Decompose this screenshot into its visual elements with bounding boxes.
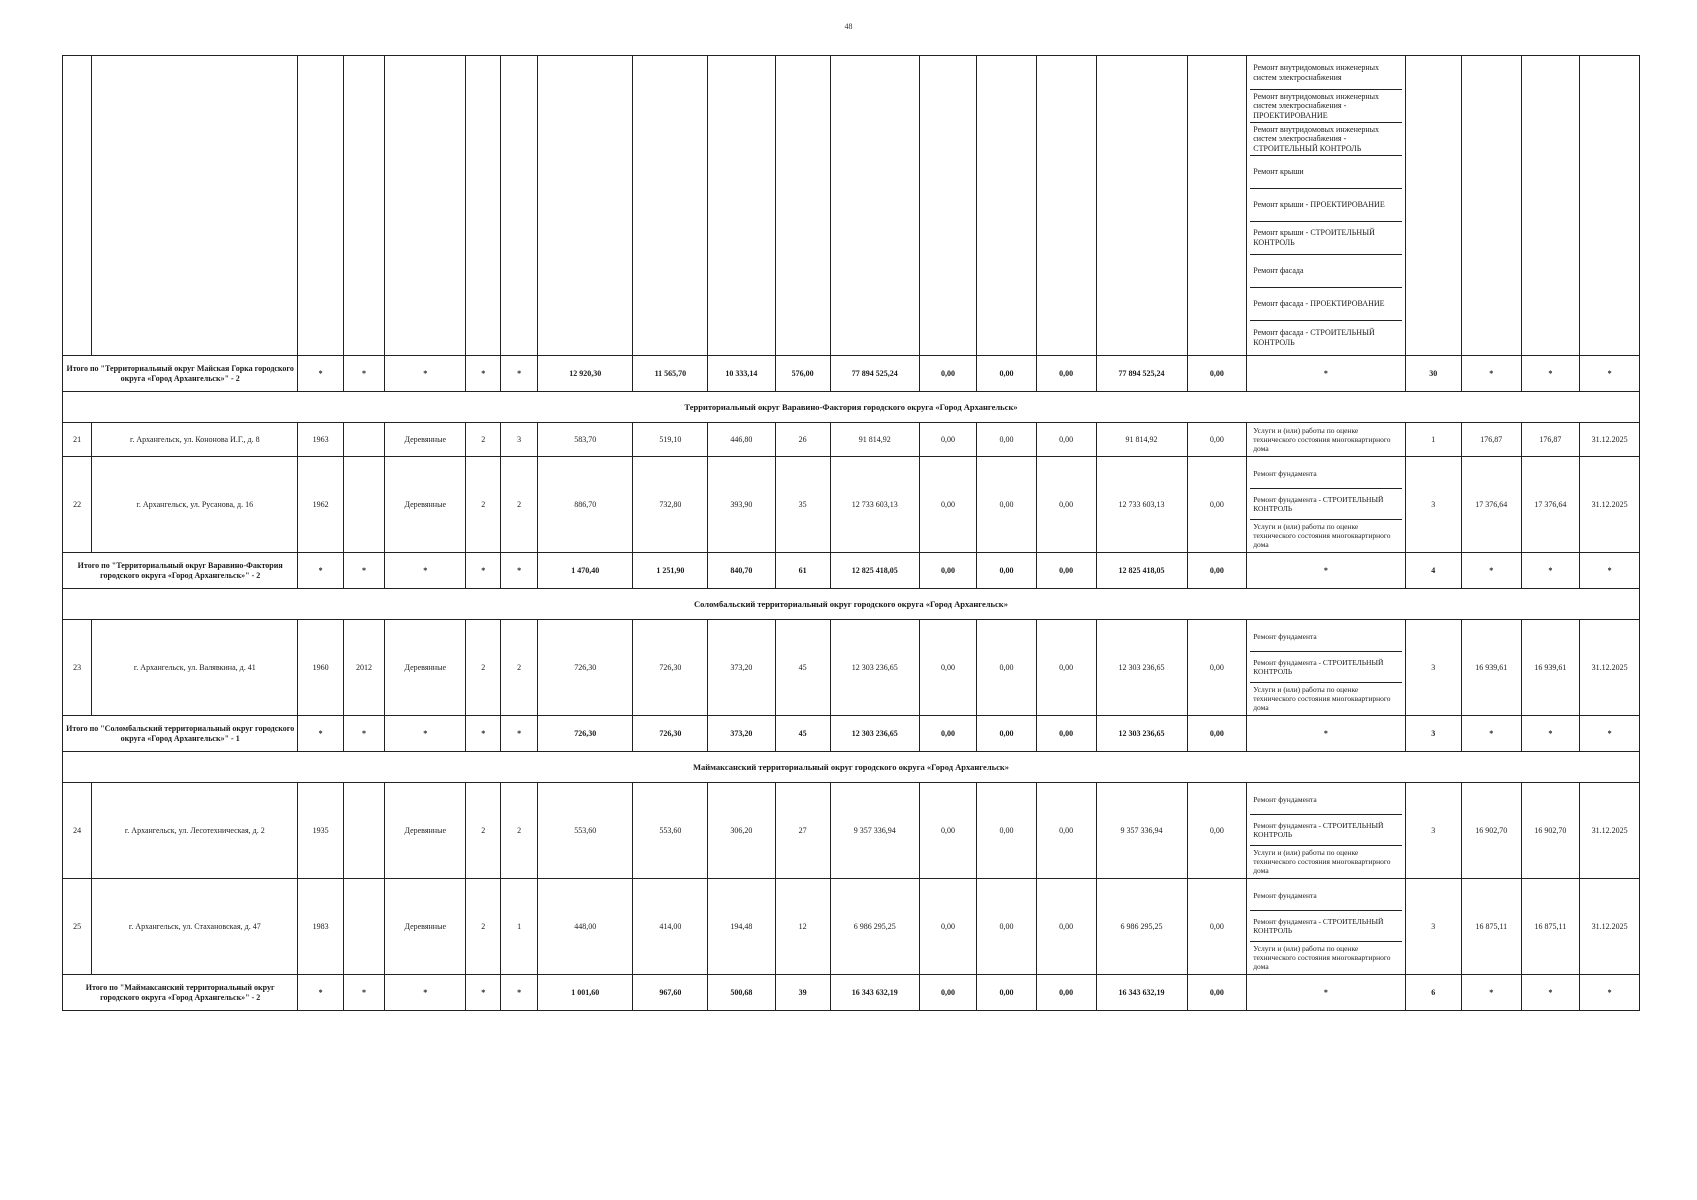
- unit-cost-limit: 16 902,70: [1521, 783, 1580, 879]
- wall-material: Деревянные: [385, 423, 466, 457]
- unit-cost: 16 902,70: [1461, 783, 1521, 879]
- value-f1: 0,00: [919, 457, 976, 553]
- total-residents: 45: [775, 716, 830, 752]
- district-title: Территориальный округ Варавино-Фактория городского округа «Город Архангельск»: [63, 392, 1640, 423]
- value-residents: 26: [775, 423, 830, 457]
- wall-material: Деревянные: [385, 783, 466, 879]
- work-type-item: Услуги и (или) работы по оценке технического состояния многоквартирного дома: [1253, 848, 1391, 875]
- floors: 2: [466, 620, 501, 716]
- work-type-item: Услуги и (или) работы по оценке технического состояния многоквартирного дома: [1253, 685, 1391, 712]
- value-area-living: 414,00: [633, 879, 708, 975]
- empty-cell: [343, 56, 384, 356]
- work-type-item: Ремонт фасада - СТРОИТЕЛЬНЫЙ КОНТРОЛЬ: [1253, 327, 1375, 347]
- value-cost: 12 733 603,13: [830, 457, 919, 553]
- work-type-item: Ремонт крыши - СТРОИТЕЛЬНЫЙ КОНТРОЛЬ: [1250, 222, 1401, 255]
- value-area-res: 373,20: [708, 620, 775, 716]
- year-overhaul: 2012: [343, 620, 384, 716]
- work-type-item: Ремонт фундамента - СТРОИТЕЛЬНЫЙ КОНТРОЛЬ: [1250, 489, 1401, 520]
- building-row: [63, 620, 1640, 716]
- entrances: 3: [501, 423, 538, 457]
- wall-material: Деревянные: [385, 457, 466, 553]
- completion-date: 31.12.2025: [1580, 457, 1640, 553]
- work-types-cell: [1247, 783, 1405, 879]
- total-works: *: [1247, 716, 1405, 752]
- value-residents: 45: [775, 620, 830, 716]
- value-f3: 0,00: [1036, 879, 1096, 975]
- value-f1: 0,00: [919, 423, 976, 457]
- wall-material: Деревянные: [385, 879, 466, 975]
- value-f4: 91 814,92: [1096, 423, 1187, 457]
- empty-cell: [633, 56, 708, 356]
- value-f5: 0,00: [1187, 620, 1247, 716]
- year-overhaul: [343, 879, 384, 975]
- total-f1: 0,00: [919, 975, 976, 1011]
- works-count: 3: [1405, 457, 1461, 553]
- work-types-cell: [1247, 879, 1405, 975]
- year-built: 1983: [298, 879, 344, 975]
- work-type-item: Услуги и (или) работы по оценке технического состояния многоквартирного дома: [1253, 522, 1391, 549]
- total-area-living: 726,30: [633, 716, 708, 752]
- empty-cell: [63, 56, 92, 356]
- unit-cost-limit: 16 939,61: [1521, 620, 1580, 716]
- building-row: [63, 783, 1640, 879]
- total-unit-cost: *: [1461, 553, 1521, 589]
- total-placeholder: *: [343, 716, 384, 752]
- year-built: 1960: [298, 620, 344, 716]
- total-cost: 12 825 418,05: [830, 553, 919, 589]
- building-address: г. Архангельск, ул. Лесотехническая, д. 2: [92, 783, 298, 879]
- total-unit-cost-limit: *: [1521, 553, 1580, 589]
- total-f1: 0,00: [919, 356, 976, 392]
- total-placeholder: *: [343, 975, 384, 1011]
- row-number: 23: [63, 620, 92, 716]
- total-unit-cost-limit: *: [1521, 716, 1580, 752]
- value-f2: 0,00: [977, 423, 1037, 457]
- total-area-res: 10 333,14: [708, 356, 775, 392]
- district-header-row: [63, 752, 1640, 783]
- district-total-row: [63, 553, 1640, 589]
- value-cost: 6 986 295,25: [830, 879, 919, 975]
- works-count: 1: [1405, 423, 1461, 457]
- row-number: 25: [63, 879, 92, 975]
- total-f3: 0,00: [1036, 356, 1096, 392]
- empty-cell: [298, 56, 344, 356]
- continuation-row: [63, 56, 1640, 356]
- district-header-row: [63, 392, 1640, 423]
- value-area-total: 553,60: [538, 783, 633, 879]
- year-overhaul: [343, 423, 384, 457]
- total-f2: 0,00: [977, 356, 1037, 392]
- total-label: Итого по "Соломбальский территориальный округ городского округа «Город Архангельск»" - 1: [63, 716, 298, 752]
- building-row: [63, 423, 1640, 457]
- total-f4: 12 303 236,65: [1096, 716, 1187, 752]
- empty-cell: [1461, 56, 1521, 356]
- total-count: 3: [1405, 716, 1461, 752]
- value-f3: 0,00: [1036, 620, 1096, 716]
- total-f5: 0,00: [1187, 356, 1247, 392]
- work-types-cell: [1247, 620, 1405, 716]
- total-f5: 0,00: [1187, 553, 1247, 589]
- total-placeholder: *: [501, 356, 538, 392]
- completion-date: 31.12.2025: [1580, 620, 1640, 716]
- total-placeholder: *: [298, 975, 344, 1011]
- building-address: г. Архангельск, ул. Стахановская, д. 47: [92, 879, 298, 975]
- empty-cell: [1096, 56, 1187, 356]
- value-area-total: 726,30: [538, 620, 633, 716]
- work-type-item: Ремонт фасада - ПРОЕКТИРОВАНИЕ: [1250, 288, 1401, 321]
- total-label: Итого по "Территориальный округ Варавино-Фактория городского округа «Город Архангельск»" - 2: [63, 553, 298, 589]
- work-type-item: Услуги и (или) работы по оценке технического состояния многоквартирного дома: [1253, 426, 1391, 453]
- empty-cell: [385, 56, 466, 356]
- floors: 2: [466, 423, 501, 457]
- total-unit-cost-limit: *: [1521, 356, 1580, 392]
- value-f5: 0,00: [1187, 879, 1247, 975]
- entrances: 2: [501, 783, 538, 879]
- total-unit-cost-limit: *: [1521, 975, 1580, 1011]
- total-count: 4: [1405, 553, 1461, 589]
- total-placeholder: *: [298, 553, 344, 589]
- total-area-living: 967,60: [633, 975, 708, 1011]
- work-type-item: Ремонт фундамента - СТРОИТЕЛЬНЫЙ КОНТРОЛЬ: [1250, 815, 1401, 846]
- row-number: 24: [63, 783, 92, 879]
- total-works: *: [1247, 553, 1405, 589]
- unit-cost-limit: 16 875,11: [1521, 879, 1580, 975]
- building-row: [63, 879, 1640, 975]
- total-area-living: 11 565,70: [633, 356, 708, 392]
- total-area-living: 1 251,90: [633, 553, 708, 589]
- year-built: 1963: [298, 423, 344, 457]
- entrances: 1: [501, 879, 538, 975]
- value-area-living: 726,30: [633, 620, 708, 716]
- work-types-cell: [1247, 56, 1405, 356]
- total-placeholder: *: [298, 716, 344, 752]
- district-title: Маймаксанский территориальный округ городского округа «Город Архангельск»: [63, 752, 1640, 783]
- total-area-res: 373,20: [708, 716, 775, 752]
- work-type-item: Ремонт внутридомовых инженерных систем электроснабжения - СТРОИТЕЛЬНЫЙ КОНТРОЛЬ: [1250, 123, 1401, 156]
- completion-date: 31.12.2025: [1580, 423, 1640, 457]
- works-count: 3: [1405, 879, 1461, 975]
- empty-cell: [1521, 56, 1580, 356]
- work-type-item: Ремонт фундамента: [1250, 784, 1401, 815]
- building-row: [63, 457, 1640, 553]
- value-area-living: 732,80: [633, 457, 708, 553]
- value-area-res: 446,80: [708, 423, 775, 457]
- value-area-living: 519,10: [633, 423, 708, 457]
- value-residents: 27: [775, 783, 830, 879]
- building-address: г. Архангельск, ул. Кононова И.Г., д. 8: [92, 423, 298, 457]
- total-cost: 77 894 525,24: [830, 356, 919, 392]
- total-placeholder: *: [466, 716, 501, 752]
- empty-cell: [919, 56, 976, 356]
- total-area-total: 12 920,30: [538, 356, 633, 392]
- total-area-res: 500,68: [708, 975, 775, 1011]
- year-overhaul: [343, 783, 384, 879]
- total-cost: 12 303 236,65: [830, 716, 919, 752]
- value-f3: 0,00: [1036, 783, 1096, 879]
- completion-date: 31.12.2025: [1580, 783, 1640, 879]
- empty-cell: [501, 56, 538, 356]
- total-f2: 0,00: [977, 975, 1037, 1011]
- work-type-item: Ремонт внутридомовых инженерных систем электроснабжения: [1250, 57, 1401, 90]
- value-f4: 6 986 295,25: [1096, 879, 1187, 975]
- unit-cost-limit: 17 376,64: [1521, 457, 1580, 553]
- value-f2: 0,00: [977, 457, 1037, 553]
- total-label: Итого по "Территориальный округ Майская Горка городского округа «Город Архангельск»" - 2: [63, 356, 298, 392]
- housing-repair-table: [62, 55, 1640, 1011]
- work-types-cell: [1247, 423, 1405, 457]
- total-label: Итого по "Маймаксанский территориальный округ городского округа «Город Архангельск»" - 2: [63, 975, 298, 1011]
- total-f4: 16 343 632,19: [1096, 975, 1187, 1011]
- empty-cell: [830, 56, 919, 356]
- total-f2: 0,00: [977, 553, 1037, 589]
- entrances: 2: [501, 457, 538, 553]
- value-area-res: 194,48: [708, 879, 775, 975]
- total-count: 6: [1405, 975, 1461, 1011]
- total-placeholder: *: [385, 975, 466, 1011]
- value-area-total: 886,70: [538, 457, 633, 553]
- value-f4: 9 357 336,94: [1096, 783, 1187, 879]
- unit-cost: 176,87: [1461, 423, 1521, 457]
- total-placeholder: *: [466, 553, 501, 589]
- row-number: 21: [63, 423, 92, 457]
- value-f5: 0,00: [1187, 783, 1247, 879]
- total-cost: 16 343 632,19: [830, 975, 919, 1011]
- works-count: 3: [1405, 783, 1461, 879]
- value-residents: 35: [775, 457, 830, 553]
- empty-cell: [466, 56, 501, 356]
- work-type-item: Ремонт внутридомовых инженерных систем электроснабжения - ПРОЕКТИРОВАНИЕ: [1250, 90, 1401, 123]
- year-built: 1962: [298, 457, 344, 553]
- total-f4: 12 825 418,05: [1096, 553, 1187, 589]
- wall-material: Деревянные: [385, 620, 466, 716]
- total-residents: 61: [775, 553, 830, 589]
- total-date: *: [1580, 975, 1640, 1011]
- total-date: *: [1580, 716, 1640, 752]
- total-placeholder: *: [501, 716, 538, 752]
- total-placeholder: *: [501, 553, 538, 589]
- building-address: г. Архангельск, ул. Русанова, д. 16: [92, 457, 298, 553]
- value-f1: 0,00: [919, 620, 976, 716]
- total-works: *: [1247, 975, 1405, 1011]
- total-placeholder: *: [501, 975, 538, 1011]
- work-type-item: Ремонт фундамента: [1250, 458, 1401, 489]
- district-total-row: [63, 975, 1640, 1011]
- district-total-row: [63, 356, 1640, 392]
- works-count: 3: [1405, 620, 1461, 716]
- value-cost: 91 814,92: [830, 423, 919, 457]
- total-unit-cost: *: [1461, 356, 1521, 392]
- building-address: г. Архангельск, ул. Валявкина, д. 41: [92, 620, 298, 716]
- total-f3: 0,00: [1036, 553, 1096, 589]
- total-area-total: 1 470,40: [538, 553, 633, 589]
- unit-cost-limit: 176,87: [1521, 423, 1580, 457]
- entrances: 2: [501, 620, 538, 716]
- total-f1: 0,00: [919, 553, 976, 589]
- unit-cost: 17 376,64: [1461, 457, 1521, 553]
- work-type-item: Услуги и (или) работы по оценке технического состояния многоквартирного дома: [1253, 944, 1391, 971]
- work-type-item: Ремонт фундамента - СТРОИТЕЛЬНЫЙ КОНТРОЛЬ: [1250, 652, 1401, 683]
- total-residents: 576,00: [775, 356, 830, 392]
- empty-cell: [538, 56, 633, 356]
- value-f2: 0,00: [977, 620, 1037, 716]
- value-f4: 12 733 603,13: [1096, 457, 1187, 553]
- district-title: Соломбальский территориальный округ городского округа «Город Архангельск»: [63, 589, 1640, 620]
- unit-cost: 16 939,61: [1461, 620, 1521, 716]
- page-number: 48: [844, 22, 853, 31]
- total-placeholder: *: [343, 553, 384, 589]
- total-unit-cost: *: [1461, 975, 1521, 1011]
- total-f1: 0,00: [919, 716, 976, 752]
- value-area-res: 393,90: [708, 457, 775, 553]
- value-f1: 0,00: [919, 879, 976, 975]
- empty-cell: [1580, 56, 1640, 356]
- total-f5: 0,00: [1187, 975, 1247, 1011]
- total-placeholder: *: [466, 356, 501, 392]
- total-area-total: 726,30: [538, 716, 633, 752]
- work-type-item: Ремонт фасада: [1250, 255, 1401, 288]
- total-placeholder: *: [298, 356, 344, 392]
- unit-cost: 16 875,11: [1461, 879, 1521, 975]
- row-number: 22: [63, 457, 92, 553]
- empty-cell: [92, 56, 298, 356]
- value-area-res: 306,20: [708, 783, 775, 879]
- total-f3: 0,00: [1036, 975, 1096, 1011]
- value-f5: 0,00: [1187, 457, 1247, 553]
- completion-date: 31.12.2025: [1580, 879, 1640, 975]
- empty-cell: [977, 56, 1037, 356]
- total-f2: 0,00: [977, 716, 1037, 752]
- empty-cell: [1036, 56, 1096, 356]
- value-cost: 12 303 236,65: [830, 620, 919, 716]
- value-f3: 0,00: [1036, 457, 1096, 553]
- work-type-item: Ремонт крыши - ПРОЕКТИРОВАНИЕ: [1250, 189, 1401, 222]
- empty-cell: [1187, 56, 1247, 356]
- total-residents: 39: [775, 975, 830, 1011]
- floors: 2: [466, 879, 501, 975]
- work-types-cell: [1247, 457, 1405, 553]
- total-placeholder: *: [466, 975, 501, 1011]
- value-f2: 0,00: [977, 783, 1037, 879]
- total-f4: 77 894 525,24: [1096, 356, 1187, 392]
- total-date: *: [1580, 356, 1640, 392]
- total-placeholder: *: [385, 356, 466, 392]
- total-f3: 0,00: [1036, 716, 1096, 752]
- empty-cell: [708, 56, 775, 356]
- work-type-item: Ремонт фундамента: [1250, 880, 1401, 911]
- total-placeholder: *: [385, 716, 466, 752]
- floors: 2: [466, 783, 501, 879]
- value-area-living: 553,60: [633, 783, 708, 879]
- total-placeholder: *: [385, 553, 466, 589]
- work-type-item: Ремонт фундамента: [1250, 621, 1401, 652]
- floors: 2: [466, 457, 501, 553]
- value-f3: 0,00: [1036, 423, 1096, 457]
- empty-cell: [775, 56, 830, 356]
- total-area-res: 840,70: [708, 553, 775, 589]
- value-area-total: 583,70: [538, 423, 633, 457]
- value-residents: 12: [775, 879, 830, 975]
- total-area-total: 1 001,60: [538, 975, 633, 1011]
- empty-cell: [1405, 56, 1461, 356]
- district-total-row: [63, 716, 1640, 752]
- district-header-row: [63, 589, 1640, 620]
- value-f4: 12 303 236,65: [1096, 620, 1187, 716]
- work-type-item: Ремонт крыши: [1250, 156, 1401, 189]
- total-works: *: [1247, 356, 1405, 392]
- total-count: 30: [1405, 356, 1461, 392]
- year-overhaul: [343, 457, 384, 553]
- value-f5: 0,00: [1187, 423, 1247, 457]
- total-f5: 0,00: [1187, 716, 1247, 752]
- total-placeholder: *: [343, 356, 384, 392]
- value-area-total: 448,00: [538, 879, 633, 975]
- value-cost: 9 357 336,94: [830, 783, 919, 879]
- value-f2: 0,00: [977, 879, 1037, 975]
- work-type-item: Ремонт фундамента - СТРОИТЕЛЬНЫЙ КОНТРОЛЬ: [1250, 911, 1401, 942]
- value-f1: 0,00: [919, 783, 976, 879]
- total-unit-cost: *: [1461, 716, 1521, 752]
- year-built: 1935: [298, 783, 344, 879]
- total-date: *: [1580, 553, 1640, 589]
